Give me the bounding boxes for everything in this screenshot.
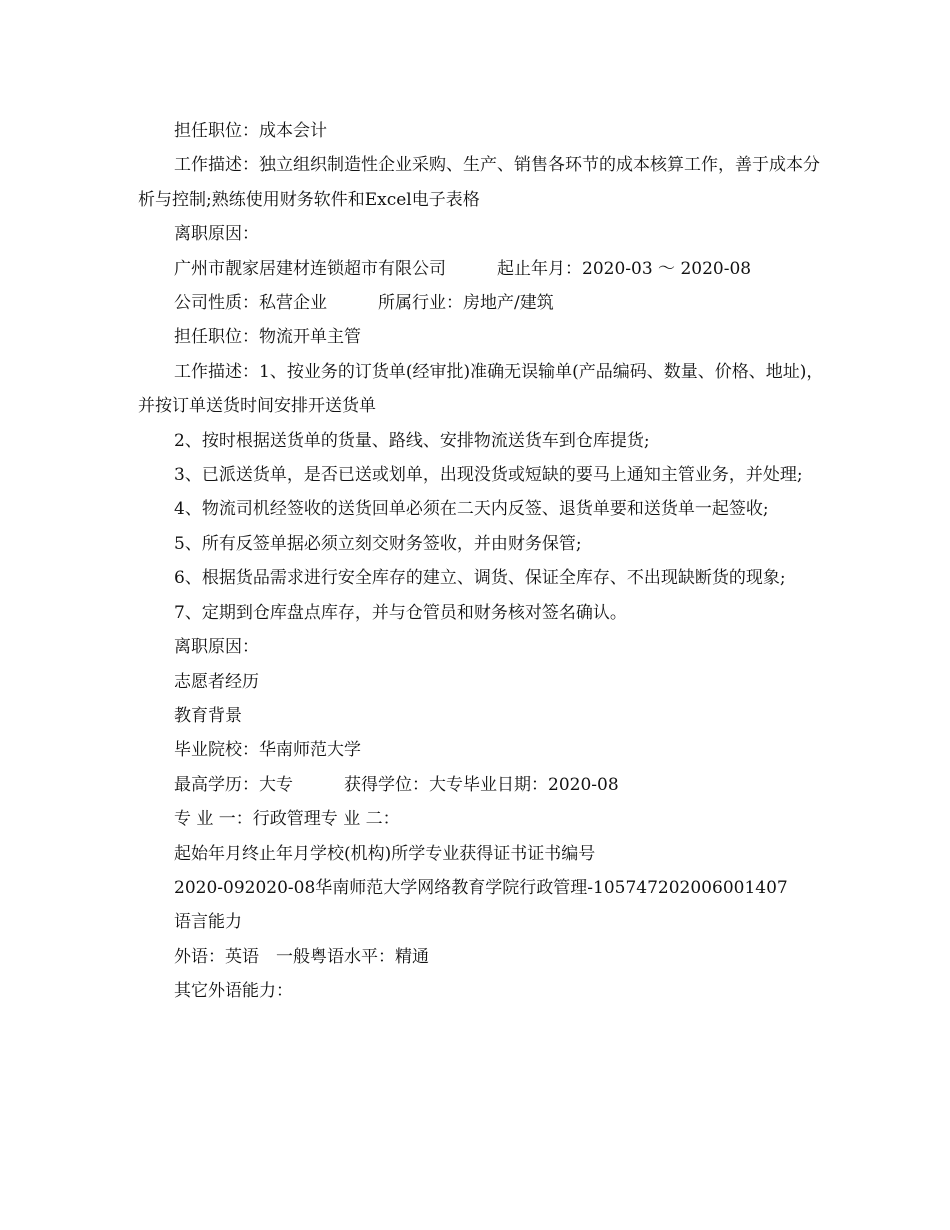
section-heading-language: 语言能力 [174, 912, 242, 933]
duty-item: 7、定期到仓库盘点库存，并与仓管员和财务核对签名确认。 [174, 602, 627, 623]
duty-item: 6、根据货品需求进行安全库存的建立、调货、保证全库存、不出现缺断货的现象; [174, 568, 786, 589]
position-line: 担任职位：成本会计 [174, 121, 327, 141]
education-table-row: 2020-092020-08华南师范大学网络教育学院行政管理-105747202006001407 [174, 877, 788, 898]
leave-reason-line: 离职原因： [174, 224, 259, 245]
duty-item: 5、所有反签单据必须立刻交财务签收，并由财务保管; [174, 533, 582, 554]
degree-line: 最高学历：大专 获得学位：大专毕业日期：2020-08 [174, 774, 619, 795]
duty-item: 4、物流司机经签收的送货回单必须在二天内反签、退货单要和送货单一起签收; [174, 499, 769, 520]
section-heading-volunteer: 志愿者经历 [174, 671, 259, 692]
other-language-line: 其它外语能力： [174, 981, 293, 1002]
section-heading-education: 教育背景 [174, 705, 242, 726]
position-line: 担任职位：物流开单主管 [174, 327, 361, 348]
duty-item: 3、已派送货单，是否已送或划单，出现没货或短缺的要马上通知主管业务，并处理; [174, 465, 803, 486]
job-description-paragraph: 工作描述：1、按业务的订货单(经审批)准确无误输单(产品编码、数量、价格、地址)，并按订单送货时间安排开送货单 [138, 361, 824, 417]
job-description-paragraph: 工作描述：独立组织制造性企业采购、生产、销售各环节的成本核算工作，善于成本分析与控制;熟练使用财务软件和Excel电子表格 [138, 155, 820, 210]
school-line: 毕业院校：华南师范大学 [174, 740, 361, 761]
foreign-language-line: 外语：英语 一般粤语水平：精通 [174, 946, 429, 967]
document-body [138, 114, 828, 1009]
company-nature-line: 公司性质：私营企业 所属行业：房地产/建筑 [174, 293, 554, 314]
leave-reason-line: 离职原因： [174, 637, 259, 658]
company-period-line: 广州市靓家居建材连锁超市有限公司 起止年月：2020-03 ～ 2020-08 [174, 258, 752, 279]
education-table-header: 起始年月终止年月学校(机构)所学专业获得证书证书编号 [174, 843, 596, 864]
duty-item: 2、按时根据送货单的货量、路线、安排物流送货车到仓库提货; [174, 430, 650, 451]
major-line: 专 业 一：行政管理专 业 二： [174, 809, 400, 830]
